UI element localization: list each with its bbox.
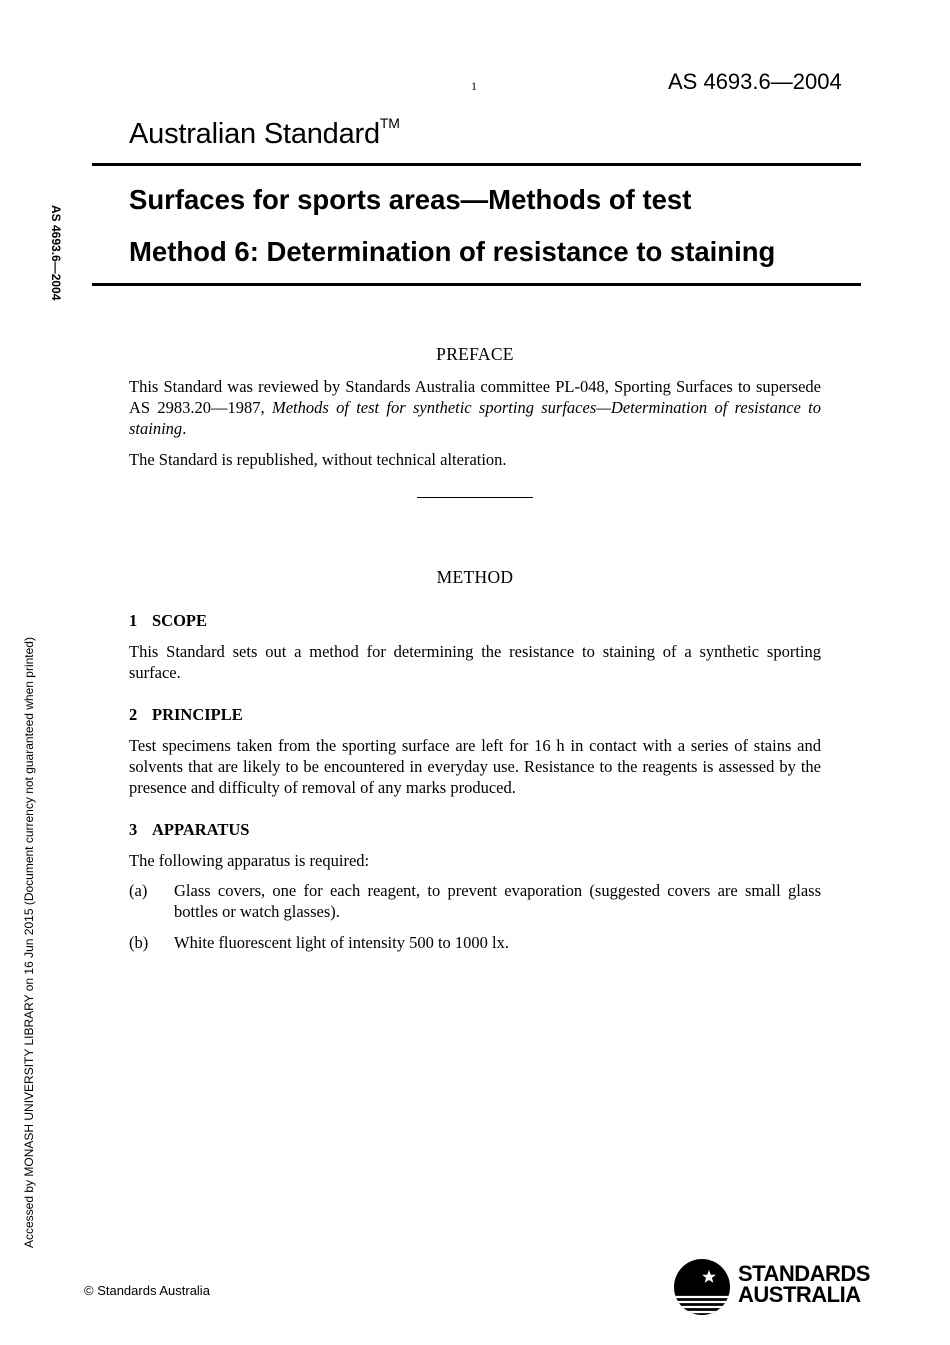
list-item-label: (a) (129, 881, 148, 900)
logo-line-australia: AUSTRALIA (738, 1282, 861, 1307)
access-note: Accessed by MONASH UNIVERSITY LIBRARY on 16 Jun 2015 (Document currency not guaranteed when printed) (22, 637, 36, 1248)
list-item-label: (b) (129, 933, 149, 952)
document-title: Surfaces for sports areas—Methods of test (129, 184, 692, 215)
logo-line-standards: STANDARDS (738, 1261, 870, 1286)
standard-number: AS 4693.6—2004 (668, 69, 842, 94)
page-number: 1 (471, 79, 477, 93)
list-item-text: White fluorescent light of intensity 500 to 1000 lx. (174, 933, 509, 952)
scope-text: This Standard sets out a method for determining the resistance to staining of a synthetic sporting surface. (129, 642, 821, 682)
list-item (129, 880, 821, 922)
preface-note: The Standard is republished, without technical alteration. (129, 450, 507, 469)
superseded-title: Methods of test for synthetic sporting surfaces—Determination of resistance to staining (129, 398, 822, 438)
list-item (129, 932, 821, 953)
preface-heading: PREFACE (436, 344, 514, 364)
logo-wordmark (738, 1263, 870, 1305)
section-title: PRINCIPLE (152, 705, 243, 724)
brand-name: Australian Standard (129, 118, 380, 150)
title-rule-bottom (92, 283, 861, 286)
section-number: 3 (129, 820, 138, 839)
apparatus-intro: The following apparatus is required: (129, 851, 370, 870)
section-title: SCOPE (152, 611, 208, 630)
section-divider (417, 497, 533, 498)
method-heading: METHOD (436, 567, 514, 587)
brand-title (129, 115, 400, 151)
preface-end: . (182, 419, 187, 438)
section-heading-principle (129, 705, 243, 725)
title-rule-top (92, 163, 861, 166)
section-number: 1 (129, 611, 138, 630)
section-heading-scope (129, 611, 207, 631)
principle-text: Test specimens taken from the sporting surface are left for 16 h in contact with a series of stains and solvents that are likely to be encountered in everyday use. Resistance to the reagents is assessed by the presence and difficulty of removal of any marks produced. (129, 736, 821, 797)
trademark-mark: TM (379, 115, 400, 131)
spine-label: AS 4693.6—2004 (49, 205, 63, 301)
preface-text: This Standard was reviewed by Standards Australia committee PL-048, Sporting Surfaces to supersede AS 2983.20—1987, (129, 377, 821, 417)
document-subtitle: Method 6: Determination of resistance to staining (129, 236, 776, 267)
section-title: APPARATUS (152, 820, 250, 839)
section-number: 2 (129, 705, 138, 724)
section-heading-apparatus (129, 820, 249, 840)
copyright-notice: © Standards Australia (84, 1283, 210, 1298)
preface-paragraph (129, 376, 821, 439)
list-item-text: Glass covers, one for each reagent, to prevent evaporation (suggested covers are small glass bottles or watch glasses). (174, 881, 821, 921)
